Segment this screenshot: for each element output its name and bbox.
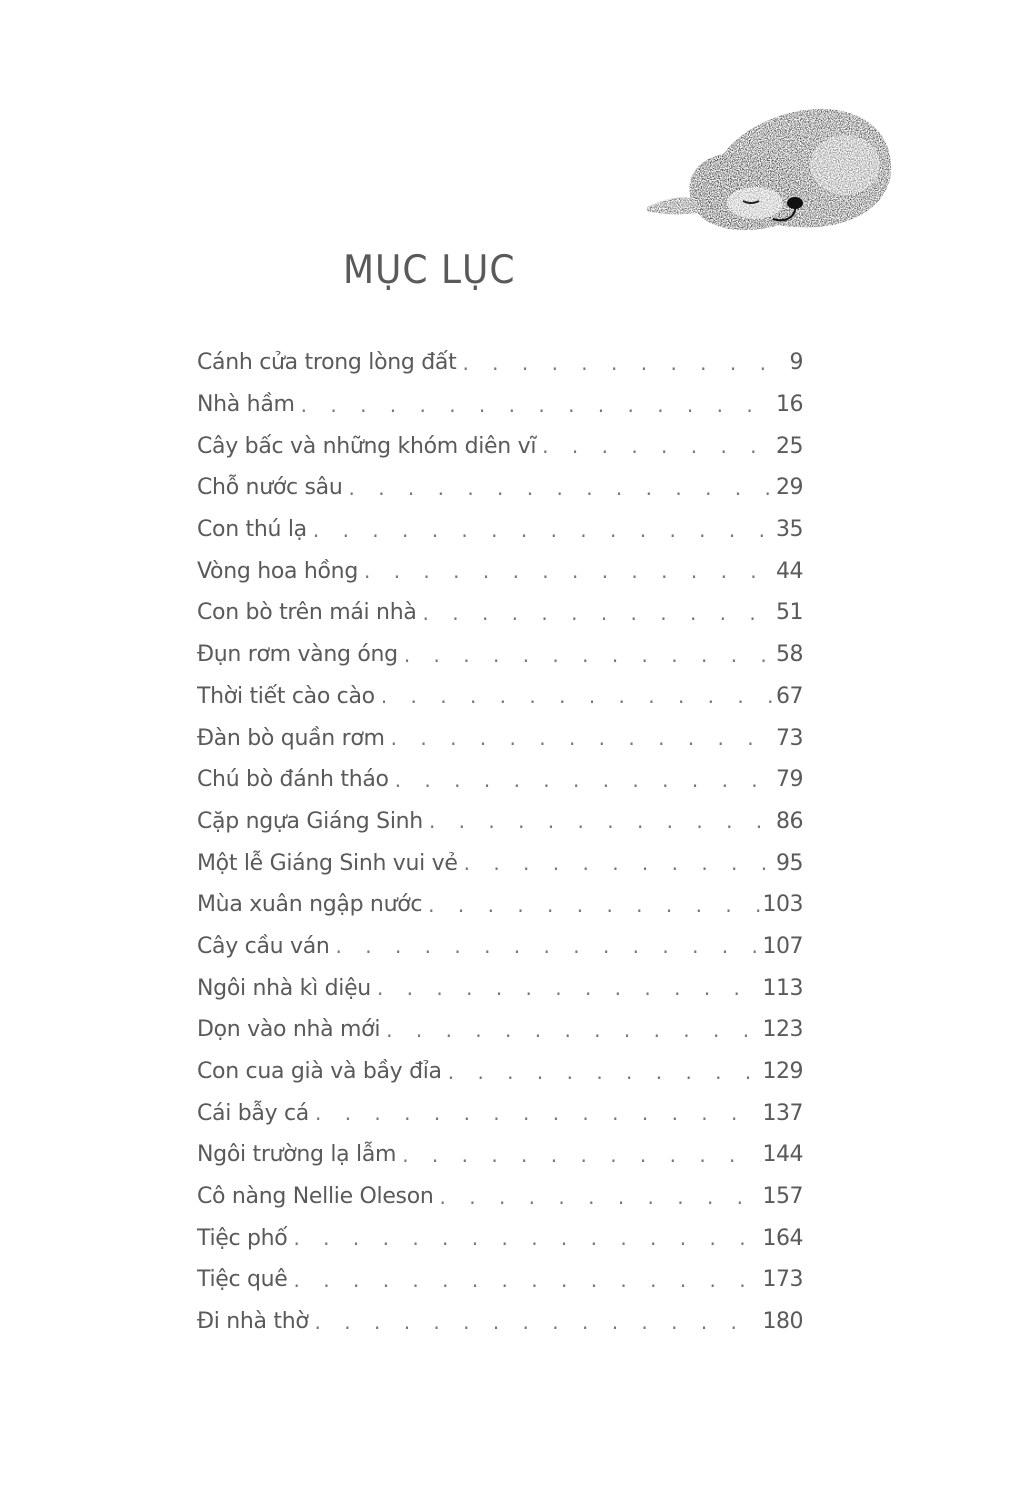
toc-page-number: 144 — [762, 1142, 803, 1168]
toc-page-number: 25 — [776, 433, 803, 459]
dot-leader — [428, 893, 760, 917]
page-title: MỤC LỤC — [343, 248, 516, 294]
dot-leader — [395, 768, 774, 792]
dot-leader — [336, 934, 761, 958]
toc-entry[interactable] — [197, 1134, 803, 1176]
toc-entry-title: Đụn rơm vàng óng — [197, 642, 398, 668]
toc-entry-title: Cặp ngựa Giáng Sinh — [197, 808, 423, 834]
toc-entry-title: Tiệc quê — [197, 1267, 288, 1293]
toc-page-number: 137 — [762, 1100, 803, 1126]
toc-entry-title: Con thú lạ — [197, 517, 307, 543]
toc-entry[interactable] — [197, 801, 803, 843]
toc-entry[interactable] — [197, 1301, 803, 1343]
dot-leader — [301, 393, 774, 417]
toc-page-number: 173 — [762, 1267, 803, 1293]
dot-leader — [386, 1018, 760, 1042]
toc-entry[interactable] — [197, 842, 803, 884]
toc-page-number: 107 — [762, 933, 803, 959]
toc-entry-title: Con cua già và bầy đỉa — [197, 1059, 442, 1085]
toc-page-number: 180 — [762, 1309, 803, 1335]
toc-entry[interactable] — [197, 1176, 803, 1218]
toc-page-number: 51 — [776, 600, 803, 626]
toc-page-number: 16 — [776, 392, 803, 418]
toc-page-number: 58 — [776, 642, 803, 668]
toc-entry-title: Vòng hoa hồng — [197, 558, 358, 584]
dot-leader — [542, 434, 774, 458]
toc-entry-title: Cánh cửa trong lòng đất — [197, 350, 457, 376]
toc-entry-title: Nhà hầm — [197, 392, 295, 418]
dot-leader — [404, 643, 774, 667]
toc-entry-title: Cái bẫy cá — [197, 1100, 309, 1126]
toc-entry[interactable] — [197, 1051, 803, 1093]
toc-entry-title: Chú bò đánh tháo — [197, 767, 389, 793]
toc-entry-title: Thời tiết cào cào — [197, 683, 375, 709]
toc-page-number: 44 — [776, 558, 803, 584]
toc-page-number: 157 — [762, 1184, 803, 1210]
dot-leader — [377, 976, 761, 1000]
toc-page-number: 79 — [776, 767, 803, 793]
toc-entry-title: Đi nhà thờ — [197, 1309, 309, 1335]
toc-page-number: 103 — [762, 892, 803, 918]
toc-entry[interactable] — [197, 467, 803, 509]
toc-entry-title: Cây cầu ván — [197, 933, 330, 959]
toc-entry[interactable] — [197, 1217, 803, 1259]
dot-leader — [429, 809, 774, 833]
toc-entry-title: Tiệc phố — [197, 1225, 288, 1251]
toc-entry[interactable] — [197, 1009, 803, 1051]
dot-leader — [462, 351, 787, 375]
toc-entry[interactable] — [197, 425, 803, 467]
toc-entry[interactable] — [197, 926, 803, 968]
toc-page-number: 29 — [776, 475, 803, 501]
dot-leader — [294, 1268, 761, 1292]
toc-page-number: 67 — [776, 683, 803, 709]
dot-leader — [313, 518, 774, 542]
dot-leader — [440, 1185, 761, 1209]
toc-entry-title: Chỗ nước sâu — [197, 475, 343, 501]
toc-entry[interactable] — [197, 676, 803, 718]
toc-page-number: 9 — [789, 350, 803, 376]
toc-entry-title: Cây bấc và những khóm diên vĩ — [197, 433, 537, 459]
toc-entry-title: Một lễ Giáng Sinh vui vẻ — [197, 850, 458, 876]
toc-page-number: 164 — [762, 1225, 803, 1251]
dot-leader — [315, 1101, 761, 1125]
toc-page-number: 129 — [762, 1059, 803, 1085]
toc-entry-title: Ngôi trường lạ lẫm — [197, 1142, 397, 1168]
toc-entry[interactable] — [197, 384, 803, 426]
toc-entry[interactable] — [197, 967, 803, 1009]
toc-entry[interactable] — [197, 550, 803, 592]
toc-entry[interactable] — [197, 1092, 803, 1134]
toc-entry[interactable] — [197, 342, 803, 384]
dot-leader — [315, 1310, 761, 1334]
toc-page-number: 35 — [776, 517, 803, 543]
dot-leader — [402, 1143, 760, 1167]
dot-leader — [423, 601, 774, 625]
toc-entry[interactable] — [197, 509, 803, 551]
toc-entry[interactable] — [197, 884, 803, 926]
dot-leader — [391, 726, 774, 750]
toc-entry-title: Cô nàng Nellie Oleson — [197, 1184, 434, 1210]
table-of-contents — [197, 342, 803, 1343]
toc-page-number: 113 — [762, 975, 803, 1001]
toc-entry[interactable] — [197, 592, 803, 634]
toc-page-number: 95 — [776, 850, 803, 876]
dot-leader — [448, 1060, 761, 1084]
dot-leader — [364, 559, 774, 583]
toc-page-number: 86 — [776, 808, 803, 834]
dot-leader — [381, 684, 774, 708]
sleeping-animal-illustration-icon — [645, 95, 895, 235]
toc-entry[interactable] — [197, 759, 803, 801]
toc-entry[interactable] — [197, 1259, 803, 1301]
toc-page-number: 123 — [762, 1017, 803, 1043]
toc-entry[interactable] — [197, 717, 803, 759]
toc-entry-title: Ngôi nhà kì diệu — [197, 975, 371, 1001]
toc-entry-title: Mùa xuân ngập nước — [197, 892, 423, 918]
toc-entry-title: Dọn vào nhà mới — [197, 1017, 381, 1043]
toc-entry-title: Đàn bò quần rơm — [197, 725, 385, 751]
toc-entry[interactable] — [197, 634, 803, 676]
dot-leader — [348, 476, 774, 500]
toc-entry-title: Con bò trên mái nhà — [197, 600, 417, 626]
dot-leader — [293, 1226, 760, 1250]
dot-leader — [464, 851, 774, 875]
toc-page-number: 73 — [776, 725, 803, 751]
